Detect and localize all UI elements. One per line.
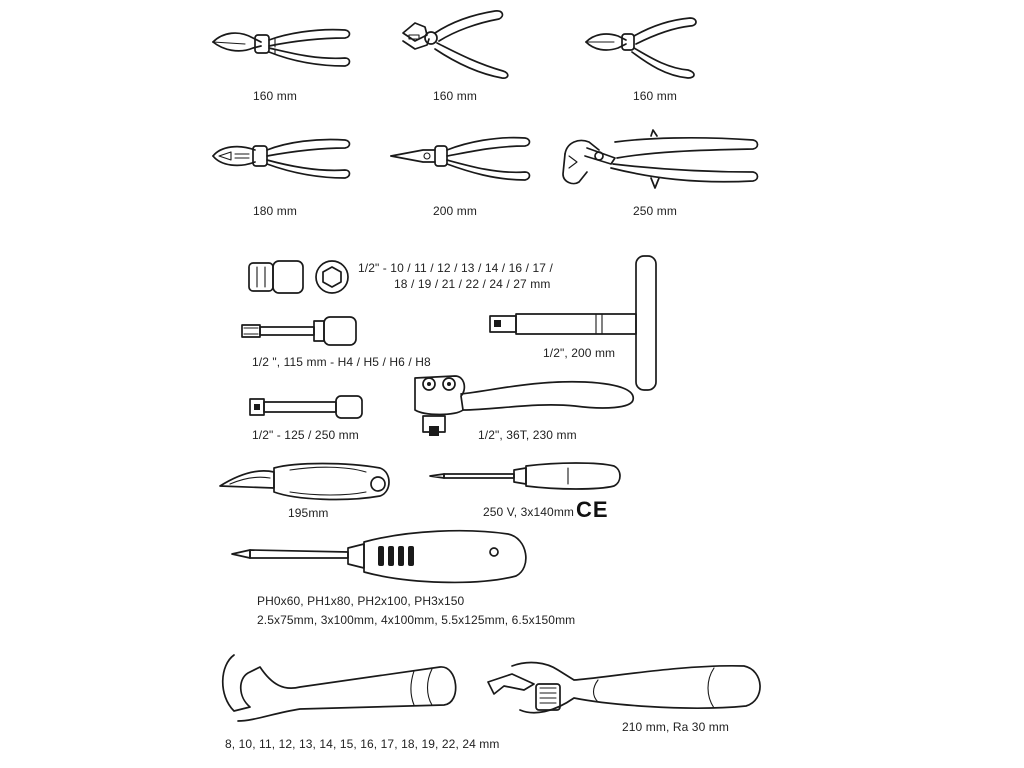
wire-stripper-pliers-illustration bbox=[395, 5, 520, 80]
ratchet-label: 1/2", 36T, 230 mm bbox=[478, 428, 577, 442]
screwdrivers-phillips-line: PH0x60, PH1x80, PH2x100, PH3x150 bbox=[257, 594, 465, 608]
socket-side-illustration bbox=[247, 259, 307, 295]
tester-label: 250 V, 3x140mm bbox=[483, 505, 575, 519]
socket-hex-end-illustration bbox=[314, 259, 350, 295]
t-handle-label: 1/2", 200 mm bbox=[543, 346, 616, 360]
side-cutter-pliers-illustration bbox=[205, 20, 355, 75]
pliers-size-label: 160 mm bbox=[433, 89, 477, 103]
pliers-size-label: 250 mm bbox=[633, 204, 677, 218]
screwdrivers-flat-line: 2.5x75mm, 3x100mm, 4x100mm, 5.5x125mm, 6.5x150mm bbox=[257, 613, 576, 627]
adjustable-wrench-label: 210 mm, Ra 30 mm bbox=[622, 720, 729, 734]
cable-knife-illustration bbox=[216, 458, 394, 506]
diagonal-cutter-pliers-illustration bbox=[580, 12, 720, 80]
screwdriver-illustration bbox=[228, 528, 534, 592]
sockets-sizes-line-2: 18 / 19 / 21 / 22 / 24 / 27 mm bbox=[394, 277, 551, 291]
ce-mark-logo: CE bbox=[576, 497, 609, 522]
hex-bit-socket-illustration bbox=[240, 315, 360, 347]
sockets-sizes-line-1: 1/2" - 10 / 11 / 12 / 13 / 14 / 16 / 17 / bbox=[358, 261, 553, 275]
pliers-size-label: 160 mm bbox=[253, 89, 297, 103]
open-end-spanner-illustration bbox=[214, 645, 462, 725]
knife-label: 195mm bbox=[288, 506, 329, 520]
pliers-size-label: 160 mm bbox=[633, 89, 677, 103]
water-pump-pliers-illustration bbox=[555, 128, 765, 196]
pliers-size-label: 200 mm bbox=[433, 204, 477, 218]
adjustable-wrench-illustration bbox=[484, 656, 766, 720]
extension-label: 1/2" - 125 / 250 mm bbox=[252, 428, 359, 442]
spanner-sizes-label: 8, 10, 11, 12, 13, 14, 15, 16, 17, 18, 19, 22, 24 mm bbox=[225, 737, 500, 751]
long-nose-pliers-illustration bbox=[385, 132, 535, 182]
extension-bar-illustration bbox=[248, 393, 366, 421]
pliers-size-label: 180 mm bbox=[253, 204, 297, 218]
bit-socket-label: 1/2 ", 115 mm - H4 / H5 / H6 / H8 bbox=[252, 355, 431, 369]
voltage-tester-screwdriver-illustration bbox=[428, 458, 622, 492]
combination-pliers-illustration bbox=[205, 132, 355, 182]
